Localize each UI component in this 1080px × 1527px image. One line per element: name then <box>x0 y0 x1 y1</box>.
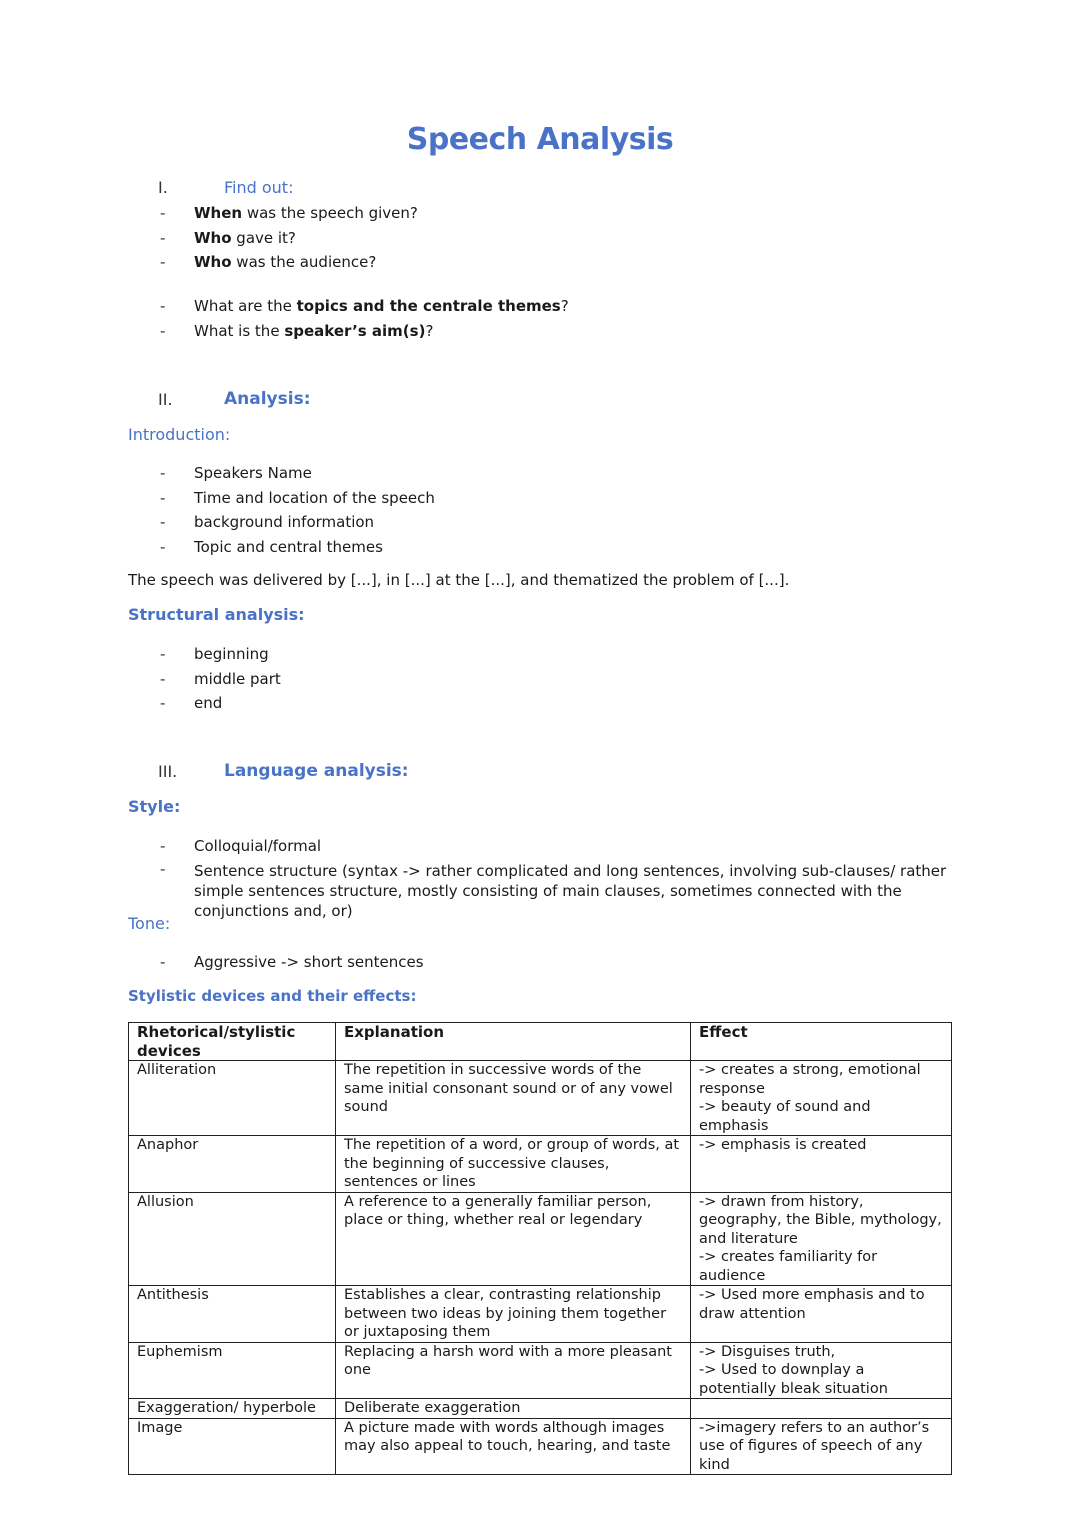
header-effect: Effect <box>691 1023 952 1061</box>
explanation-cell: The repetition of a word, or group of words, at the beginning of successive clauses, sentences or lines <box>336 1136 691 1193</box>
list-item: - Who was the audience? <box>128 250 1028 275</box>
effect-cell: -> creates a strong, emotional response -> beauty of sound and emphasis <box>691 1061 952 1136</box>
tone-label: Tone: <box>128 914 171 933</box>
section-2-numeral: II. <box>158 390 173 409</box>
template-sentence: The speech was delivered by [...], in [...] at the [...], and thematized the problem of [...]. <box>128 571 790 589</box>
explanation-cell: A picture made with words although images may also appeal to touch, hearing, and taste <box>336 1418 691 1475</box>
table-row <box>129 1192 952 1286</box>
section-1-numeral: I. <box>158 178 168 197</box>
table-row <box>129 1418 952 1475</box>
table-row <box>129 1342 952 1399</box>
effect-cell: -> emphasis is created <box>691 1136 952 1193</box>
explanation-cell: A reference to a generally familiar person, place or thing, whether real or legendary <box>336 1192 691 1286</box>
header-device: Rhetorical/stylistic devices <box>129 1023 336 1061</box>
effect-cell: ->imagery refers to an author’s use of figures of speech of any kind <box>691 1418 952 1475</box>
introduction-label: Introduction: <box>128 425 231 444</box>
list-item: - Aggressive -> short sentences <box>128 950 1028 975</box>
effect-cell <box>691 1399 952 1419</box>
explanation-cell: Replacing a harsh word with a more pleasant one <box>336 1342 691 1399</box>
list-item: - What are the topics and the centrale themes? <box>128 294 1028 319</box>
structural-list <box>128 642 1028 716</box>
list-item: - Colloquial/formal <box>128 834 948 859</box>
explanation-cell: Establishes a clear, contrasting relationship between two ideas by joining them together or juxtaposing them <box>336 1286 691 1343</box>
header-explanation: Explanation <box>336 1023 691 1061</box>
stylistic-devices-label: Stylistic devices and their effects: <box>128 987 417 1005</box>
stylistic-devices-table <box>128 1022 952 1475</box>
list-item: - Speakers Name <box>128 461 1028 486</box>
effect-cell: -> Used more emphasis and to draw attention <box>691 1286 952 1343</box>
section-3-heading: Language analysis: <box>224 761 409 781</box>
device-cell: Antithesis <box>129 1286 336 1343</box>
page-title: Speech Analysis <box>406 122 674 157</box>
table-row <box>129 1061 952 1136</box>
device-cell: Image <box>129 1418 336 1475</box>
list-item: - background information <box>128 510 1028 535</box>
effect-cell: -> drawn from history, geography, the Bible, mythology, and literature -> creates familiarity for audience <box>691 1192 952 1286</box>
explanation-cell: The repetition in successive words of the same initial consonant sound or of any vowel sound <box>336 1061 691 1136</box>
table-row <box>129 1136 952 1193</box>
list-item: - What is the speaker’s aim(s)? <box>128 319 1028 344</box>
device-cell: Exaggeration/ hyperbole <box>129 1399 336 1419</box>
list-item: - When was the speech given? <box>128 201 1028 226</box>
list-item: - Topic and central themes <box>128 535 1028 560</box>
effect-cell: -> Disguises truth, -> Used to downplay a potentially bleak situation <box>691 1342 952 1399</box>
find-out-list-1 <box>128 201 1028 275</box>
device-cell: Euphemism <box>129 1342 336 1399</box>
section-2-heading: Analysis: <box>224 389 311 409</box>
tone-list <box>128 950 1028 975</box>
style-list <box>128 834 948 921</box>
list-item: - Time and location of the speech <box>128 486 1028 511</box>
table-row <box>129 1286 952 1343</box>
explanation-cell: Deliberate exaggeration <box>336 1399 691 1419</box>
list-item: - Sentence structure (syntax -> rather complicated and long sentences, involving sub-clauses/ rather simple sentences structure, mostly consisting of main clauses, sometimes connected with the conjunctions and, or) <box>128 859 948 921</box>
structural-analysis-label: Structural analysis: <box>128 605 305 624</box>
section-1-heading: Find out: <box>224 178 294 197</box>
list-item: - middle part <box>128 667 1028 692</box>
style-label: Style: <box>128 797 181 816</box>
table-row <box>129 1399 952 1419</box>
introduction-list <box>128 461 1028 559</box>
find-out-list-2 <box>128 294 1028 343</box>
table-header-row <box>129 1023 952 1061</box>
list-item: - beginning <box>128 642 1028 667</box>
device-cell: Anaphor <box>129 1136 336 1193</box>
device-cell: Allusion <box>129 1192 336 1286</box>
section-3-numeral: III. <box>158 762 178 781</box>
list-item: - Who gave it? <box>128 226 1028 251</box>
list-item: - end <box>128 691 1028 716</box>
device-cell: Alliteration <box>129 1061 336 1136</box>
